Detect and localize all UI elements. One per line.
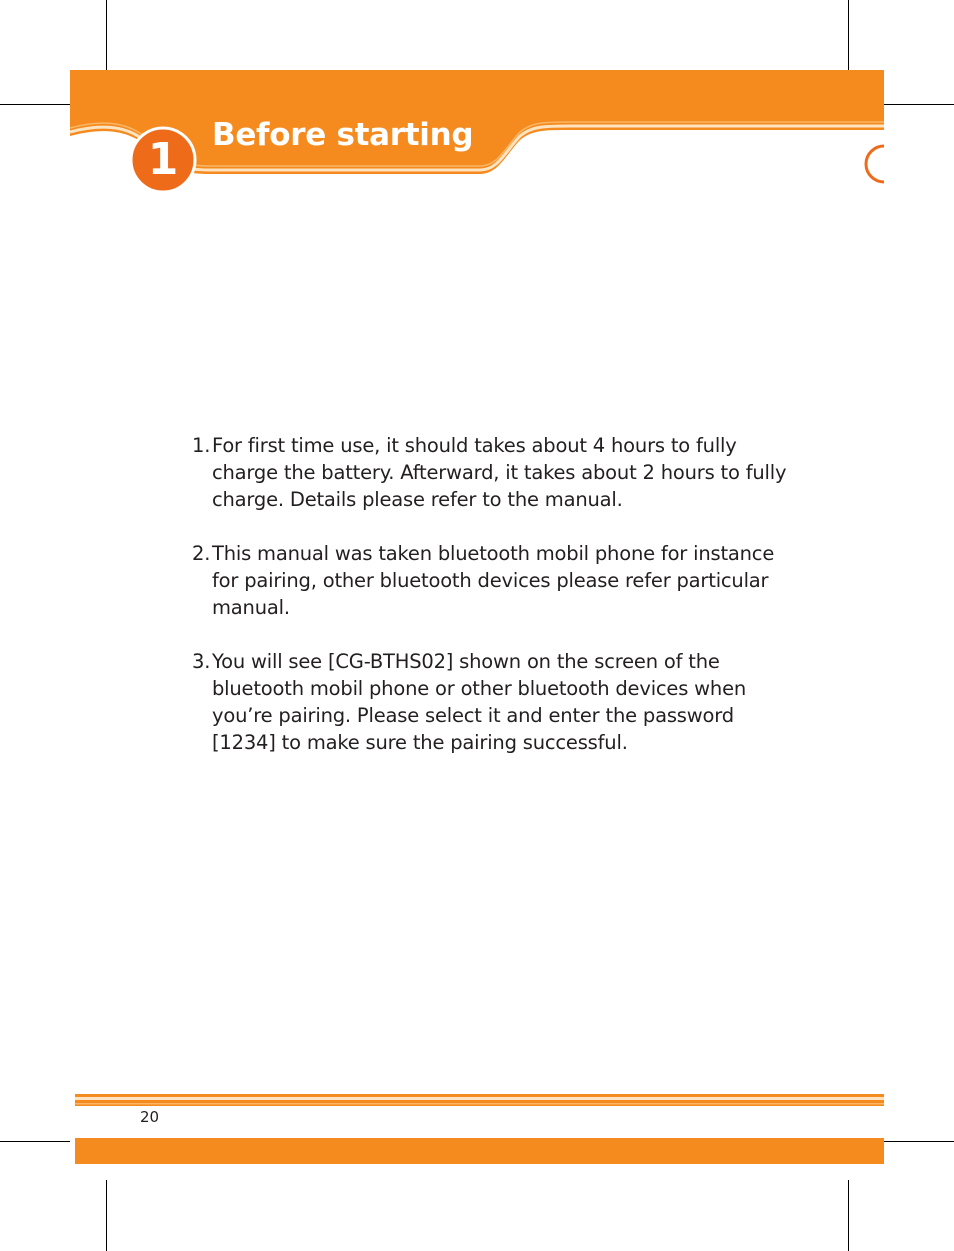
footer-bar xyxy=(0,1094,954,1166)
chapter-title: Before starting xyxy=(212,117,474,153)
note-text: This manual was taken bluetooth mobil phone for instance for pairing, other bluetooth devices please refer particular manual. xyxy=(212,542,775,619)
note-item xyxy=(192,432,792,513)
crop-mark xyxy=(848,1180,849,1251)
note-number: 2. xyxy=(192,542,211,565)
note-item xyxy=(192,648,792,756)
note-number: 3. xyxy=(192,650,211,673)
note-item xyxy=(192,540,792,621)
chapter-number: 1 xyxy=(147,134,179,185)
note-text: For first time use, it should takes about 4 hours to fully charge the battery. Afterward, it takes about 2 hours to fully charge. Details please refer to the manual. xyxy=(212,434,787,511)
notes-list xyxy=(192,432,792,783)
note-text: You will see [CG-BTHS02] shown on the screen of the bluetooth mobil phone or other bluetooth devices when you’re pairing. Please select it and enter the password [1234] to make sure the pairing successful. xyxy=(212,650,747,754)
crop-mark xyxy=(106,1180,107,1251)
note-number: 1. xyxy=(192,434,211,457)
page-number: 20 xyxy=(140,1108,160,1126)
